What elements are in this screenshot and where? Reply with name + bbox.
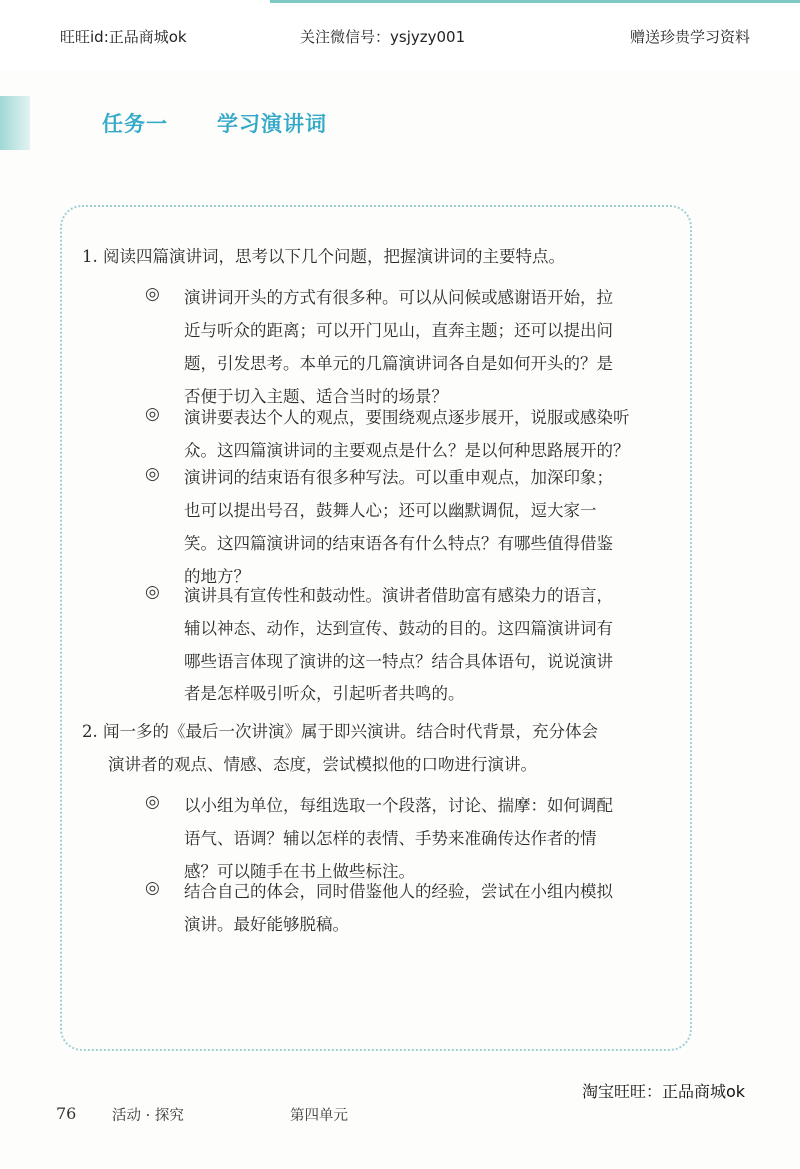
q2-line-1: 2. 闻一多的《最后一次讲演》属于即兴演讲。结合时代背景，充分体会 bbox=[82, 722, 598, 741]
q1-b1-line-2: 近与听众的距离；可以开门见山，直奔主题；还可以提出问 bbox=[184, 321, 613, 340]
bullet-icon: ◎ bbox=[145, 792, 160, 812]
q2-b2-line-1: 结合自己的体会，同时借鉴他人的经验，尝试在小组内模拟 bbox=[184, 882, 613, 901]
q1-b3-line-1: 演讲词的结束语有很多种写法。可以重申观点，加深印象； bbox=[184, 468, 613, 487]
q2-b1-line-3: 感？可以随手在书上做些标注。 bbox=[184, 862, 415, 881]
header-center-text: 关注微信号：ysjyzy001 bbox=[300, 28, 466, 46]
bullet-icon: ◎ bbox=[145, 464, 160, 484]
q1-b2-line-1: 演讲要表达个人的观点，要围绕观点逐步展开，说服或感染听 bbox=[184, 408, 630, 427]
side-color-stripe bbox=[0, 96, 30, 150]
q2-b1-line-1: 以小组为单位，每组选取一个段落，讨论、揣摩：如何调配 bbox=[184, 796, 613, 815]
footer-unit: 第四单元 bbox=[290, 1108, 348, 1124]
q1-b3-line-3: 笑。这四篇演讲词的结束语各有什么特点？有哪些值得借鉴 bbox=[184, 534, 613, 553]
q2-b2-line-2: 演讲。最好能够脱稿。 bbox=[184, 915, 349, 934]
q1-line-1: 1. 阅读四篇演讲词，思考以下几个问题，把握演讲词的主要特点。 bbox=[82, 247, 565, 266]
q2-line-2: 演讲者的观点、情感、态度，尝试模拟他的口吻进行演讲。 bbox=[108, 755, 537, 774]
q1-b1-line-1: 演讲词开头的方式有很多种。可以从问候或感谢语开始，拉 bbox=[184, 288, 613, 307]
q2-b1-line-2: 语气、语调？辅以怎样的表情、手势来准确传达作者的情 bbox=[184, 829, 597, 848]
top-watermark-bar bbox=[0, 0, 800, 70]
top-accent-line bbox=[270, 0, 800, 3]
header-left-text: 旺旺id:正品商城ok bbox=[60, 28, 187, 46]
q1-b4-line-4: 者是怎样吸引听众，引起听者共鸣的。 bbox=[184, 684, 465, 703]
footer-section: 活动 · 探究 bbox=[112, 1108, 184, 1124]
q1-b2-line-2: 众。这四篇演讲词的主要观点是什么？是以何种思路展开的？ bbox=[184, 441, 630, 460]
taobao-watermark: 淘宝旺旺：正品商城ok bbox=[581, 1082, 745, 1101]
task-title: 学习演讲词 bbox=[217, 111, 327, 136]
q1-b3-line-2: 也可以提出号召，鼓舞人心；还可以幽默调侃，逗大家一 bbox=[184, 501, 597, 520]
q1-b4-line-3: 哪些语言体现了演讲的这一特点？结合具体语句，说说演讲 bbox=[184, 652, 613, 671]
bullet-icon: ◎ bbox=[145, 878, 160, 898]
q1-b1-line-4: 否便于切入主题、适合当时的场景？ bbox=[184, 387, 448, 406]
header-right-text: 赠送珍贵学习资料 bbox=[629, 28, 750, 46]
q1-b3-line-4: 的地方？ bbox=[184, 567, 250, 586]
bullet-icon: ◎ bbox=[145, 404, 160, 424]
bullet-icon: ◎ bbox=[145, 582, 160, 602]
page-number: 76 bbox=[56, 1104, 77, 1123]
bullet-icon: ◎ bbox=[145, 284, 160, 304]
task-number: 任务一 bbox=[102, 111, 168, 136]
q1-b1-line-3: 题，引发思考。本单元的几篇演讲词各自是如何开头的？是 bbox=[184, 354, 613, 373]
q1-b4-line-1: 演讲具有宣传性和鼓动性。演讲者借助富有感染力的语言， bbox=[184, 586, 613, 605]
q1-b4-line-2: 辅以神态、动作，达到宣传、鼓动的目的。这四篇演讲词有 bbox=[184, 619, 613, 638]
